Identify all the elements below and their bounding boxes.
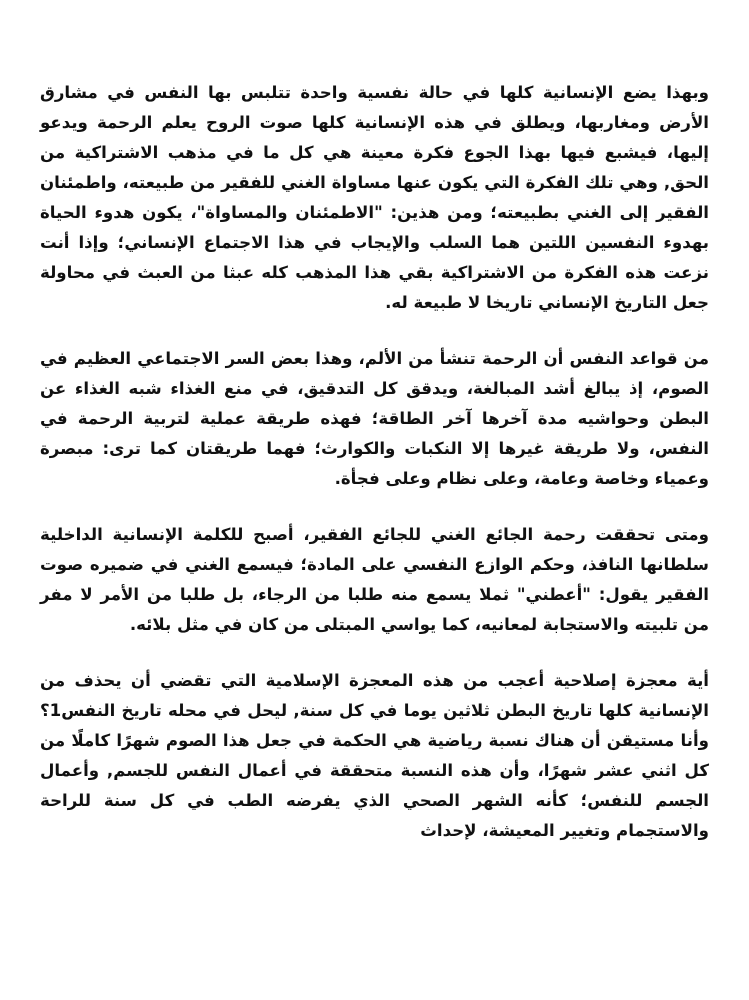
paragraph-1: وبهذا يضع الإنسانية كلها في حالة نفسية واحدة تتلبس بها النفس في مشارق الأرض ومغاربها، ويطلق في هذه الإنسانية كلها صوت الروح يعلم الرحمة ويدعو إليها، فيشبع فيها بهذا الجوع فكرة معينة هي كل ما في مذهب الاشتراكية من الحق, وهي تلك الفكرة التي يكون عنها مساواة الغني للفقير من طبيعته، واطمئنان الفقير إلى الغني بطبيعته؛ ومن هذين: "الاطمئنان والمساواة"، يكون هدوء الحياة بهدوء النفسين اللتين هما السلب والإيجاب في هذا الاجتماع الإنساني؛ وإذا أنت نزعت هذه الفكرة من الاشتراكية بقي هذا المذهب كله عبثا من العبث في محاولة جعل التاريخ الإنساني تاريخا لا طبيعة له. — [40, 83, 709, 312]
paragraph-4: أية معجزة إصلاحية أعجب من هذه المعجزة الإسلامية التي تقضي أن يحذف من الإنسانية كلها تاريخ البطن ثلاثين يوما في كل سنة, ليحل في محله تاريخ النفس1؟ وأنا مستيقن أن هناك نسبة رياضية هي الحكمة في جعل هذا الصوم شهرًا كاملًا من كل اثني عشر شهرًا، وأن هذه النسبة متحققة في أعمال النفس للجسم, وأعمال الجسم للنفس؛ كأنه الشهر الصحي الذي يفرضه الطب في كل سنة للراحة والاستجمام وتغيير المعيشة، لإحداث — [40, 671, 709, 840]
paragraph-2: من قواعد النفس أن الرحمة تنشأ من الألم، وهذا بعض السر الاجتماعي العظيم في الصوم، إذ يبالغ أشد المبالغة، ويدقق كل التدقيق، في منع الغذاء شبه الغذاء عن البطن وحواشيه مدة آخرها آخر الطاقة؛ فهذه طريقة عملية لتربية الرحمة في النفس، ولا طريقة غيرها إلا النكبات والكوارث؛ فهما طريقتان كما ترى: مبصرة وعمياء وخاصة وعامة، وعلى نظام وعلى فجأة. — [40, 349, 709, 488]
paragraph-3: ومتى تحققت رحمة الجائع الغني للجائع الفقير، أصبح للكلمة الإنسانية الداخلية سلطانها النافذ، وحكم الوازع النفسي على المادة؛ فيسمع الغني في ضميره صوت الفقير يقول: "أعطني" ثملا يسمع منه طلبا من الرجاء، بل طلبا من الأمر لا مفر من تلبيته والاستجابة لمعانيه، كما يواسي المبتلى من كان في مثل بلائه. — [40, 525, 709, 634]
document-page — [40, 78, 709, 872]
